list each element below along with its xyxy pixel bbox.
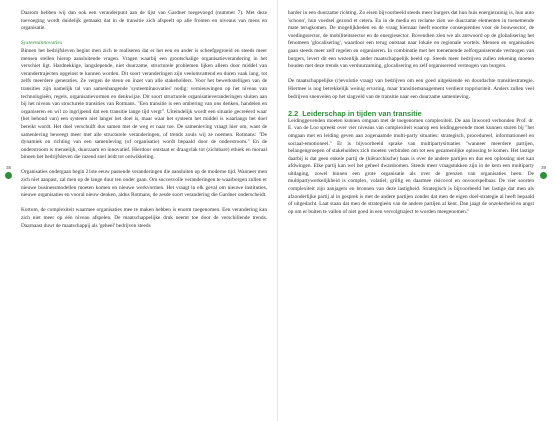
paragraph: Binnen het bedrijfsleven begint men zich te realiseren dat er het een en ander is scheefgegroeid en steeds meer mensen stellen hierop aansluitende vragen. Vragen waarbij een grootschalige organisatieverandering in het verschiet ligt. Hardnekkige, langslepende, niet duurzame, structurele problemen lijken alleen door middel van verandertrajecten opgelost te kunnen worden. Dit soort veranderingen zijn veelomvattend en duren vaak lang, tot zelfs meerdere generaties. Ze vergen de steun en inzet van alle stakeholders. Voor het bewerkstelligen van de transities zijn namelijk tal van samenhangende 'systeeminnovaties' nodig: vernieuwingen op het niveau van technologieën, regels, organisatievormen en denkwijze. Dit soort structurele organisatieveranderingen sluiten aan bij het niveau van structurele transities van Rotmans. "Een transitie is een ombering van ons denken, handelen en organiseren en wil zo ingrijpend dat een transitie lange tijd vergt". Uiteindelijk wordt een situatie gecreëerd waar (het behoud van) een systeem niet langer het doel is, maar waar het systeem het middel is waarlangs het doel bereikt wordt. Het doel verschuift dus samen met de weg er naar toe. De samenleving vraagt hier om, want de samenleving beweegt meer met alle structurele veranderingen, of trends zouls wij ze noemen. Rotmans: "De dynamiek en richting van een samenleving (of organisatie) wordt bepaald door de onderstroom." En de onderstroom is menselijk, duurzaam en innovatief. Hierdoor ontstaat er draagvlak tot (zichtbare) ethiek en moraal binnen het bedrijfsleven die razend snel leidt tot ontwikkeling. <box>21 47 267 161</box>
paragraph: Daarom hebben wij dan ook een veranderpunt aan de lijst van Gardner toegevoegd (nummer 7). Met deze toevoeging wordt duidelijk gemaakt dat in de transitie zich afspeelt op alle fronten en niveaus van mens en organisatie. <box>21 10 267 32</box>
subheading: Systeeminnovaties <box>21 40 63 47</box>
folio-dot-icon <box>540 172 547 179</box>
section-heading <box>288 109 534 118</box>
right-page <box>288 10 534 224</box>
page-number-left: 38 <box>5 165 12 170</box>
paragraph: Organisaties ondergaan begin 21ste eeuw passende veranderingen die aansluiten op de moderne tijd. Wanneer men zich niet aanpast, zal men op de lange duur ten onder gaan. Om succesvolle veranderingen te waarborgen zullen er nieuwe businessmodellen moeten komen en nieuwe werkvormen. Het vraagt in elk geval om nieuwe instituties, nieuwe organisaties en vooral nieuw denken, aldus Rotmans, de zesde soort verandering die Gardner onderscheidt. <box>21 169 267 199</box>
folio-dot-icon <box>5 172 12 179</box>
gutter-divider <box>277 0 278 421</box>
section-number: 2.2 <box>288 108 299 118</box>
folio-left <box>5 165 12 179</box>
paragraph: harder in een duurzame richting. Zo eisen bijvoorbeeld steeds meer burgers dat hun huis energiezuinig is, hun auto 'schoon', hun voedsel gezond et cetera. En in de media en reclame zien we duurzame elementen in toenemende mate terugkomen. De mogelijkheden en de vraag hiernaar heeft enorme consequenties voor de bouwsector, de voedingssector, de mobiliteitssector en de energiesector. Bovendien zien we als antwoord op de globalisering het fenomeen 'glocalisering', waardoor een terug ontstaat naar lokale en regionale wortels. Mensen en organisaties gaan steeds meer zelf regelen en organiseren. In combinatie met het toenemende zelforganiserende vermogen van burgers, levert dit een wezenlijk ander maatschappelijk beeld op. Steeds meer bedrijven zullen rekening moeten houden met deze trends van verduurzaming, glocalisering en zelf organiserend vermogen van burgers. <box>288 10 534 70</box>
page-number-right: 39 <box>540 165 547 170</box>
paragraph: De maatschappelijke (r)evolutie vraagt van bedrijven om een goed uitgekiende en doordachte transitiestrategie. Hiermee is nog betrekkelijk weinig ervaring, maar transitiemanagement verdient topprioriteit. Anders zullen veel bedrijven sneuvelen op het slagveld van de transitie naar een duurzame samenleving. <box>288 78 534 100</box>
section-title: Leiderschap in tijden van transitie <box>302 108 422 118</box>
paragraph: Kortom, de complexiteit waarmee organisaties mee te maken hebben is enorm toegenomen. Een verandering kan zich niet meer op één niveau afspelen. De maatschappelijke druk neemt toe door de verschillende trends. Daarnaast duwt de maatschappij als 'geheel' bedrijven steeds <box>21 207 267 229</box>
paragraph: Leidinggevenden moeten kunnen omgaan met de toegenomen complexiteit. De aan Inwoord verbonden Prof. dr. E. van de Loo spreekt over vier niveaus van complexiteit waarop een leidinggevende moet kunnen sturen bij "het omgaan met en leiding geven aan zogenaamde multi-party situaties: strategisch, procedureel, informationeel en sociaal-emotioneel." Er is bijvoorbeeld sprake van multipartysituaties "wanneer meerdere partijen, belangengroepen of stakeholders zich moeten verbinden om tot een gezamenlijke oplossing te komen. Het lastige daarbij is dat geen enkele partij de (hiërarchische) baas is over de andere partijen en dus een oplossing niet kan afdwingen. Elke partij kan wel het geheel dwarsbomen. Steeds meer vraagstukken zijn in de kern een multiparty uitdaging, zowel binnen een grote organisatie als over de grenzen van organisaties heen. De multipartywerkelijkheid is complex, volatiel, grillig en daarmee risicovol en onvoorspelbaar. De vier soorten complexiteit zijn aanjagers en bronnen van deze lastigheid. Strategisch is bijvoorbeeld het lastige dat men als afzonderlijke partij al in gesprek is met de andere partijen zonder dat men de eigen doel-strategie al heeft bepaald of uitgedacht. Laat staan dat men de strategieën van de andere partijen al kent. Dan jaagt de onzekerheid en angst op om er buiten te vallen of niet goed in een vervolgtraject te worden meegenomen." <box>288 117 534 215</box>
left-page <box>21 10 267 238</box>
folio-right <box>540 165 547 179</box>
